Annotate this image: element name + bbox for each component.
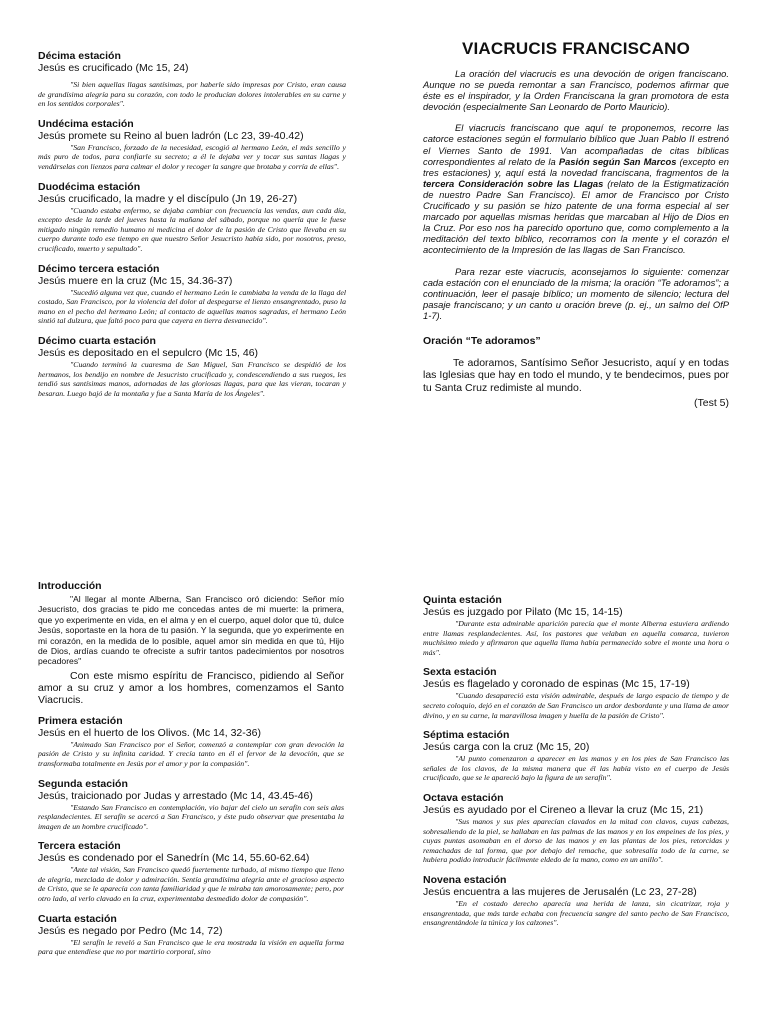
station-reference: Jesús es condenado por el Sanedrín (Mc 14, 55.60-62.64) (38, 852, 310, 865)
introduction-quote: "Al llegar al monte Alberna, San Francisco oró diciendo: Señor mío Jesucristo, dos gracias te pido me concedas antes de mi muerte: la primera, que yo experimente en vida, en el alma y en el cuerpo, aquel dolor que tú, dulce Jesús, soportaste en la hora de tu pasión. Y la segunda, que yo experimente en mi corazón, en la medida de lo posible, aquel amor sin medida en que tú, Hijo de Dios, ardías cuando te ofreciste a sufrir tantos padecimientos por nosotros pecadores" (38, 594, 344, 667)
station-11 (38, 118, 346, 172)
station-quote: "Cuando desapareció esta visión admirable, después de largo espacio de tiempo y de secreto coloquio, dejó en el corazón de San Francisco un ardor desbordante y una llama de amor divino, y en su carne, la maravillosa imagen y huella de la pasión de Cristo". (423, 691, 729, 720)
top-left-column (38, 50, 346, 407)
paragraph-text: El viacrucis franciscano que aquí te proponemos, recorre las catorce estaciones según el formulario bíblico que Juan Pablo II estrenó el Viernes Santo de 1991. Van acompañadas de citas bíblicas correspondientes al relato de la (423, 122, 729, 167)
station-reference: Jesús es depositado en el sepulcro (Mc 15, 46) (38, 346, 259, 359)
document-title: VIACRUCIS FRANCISCANO (461, 39, 691, 58)
station-2 (38, 778, 344, 832)
station-title: Novena estación (423, 873, 507, 886)
introduction-section (38, 580, 344, 707)
station-quote: "Animado San Francisco por el Señor, comenzó a contemplar con gran devoción la pasión de Cristo y su infinita caridad. Y crecía tanto en él el fervor de la devoción, que se transformaba totalmente en Jesús por el amor y por la compasión". (38, 739, 344, 768)
station-reference: Jesús promete su Reino al buen ladrón (Lc 23, 39-40.42) (38, 129, 304, 142)
bottom-right-column (423, 594, 729, 937)
station-quote: "Cuando estaba enfermo, se dejaba cambiar con frecuencia las vendas, aun cada día, excepto desde la tarde del jueves hasta la mañana del sábado, porque no quería que le fuese mitigado ningún remedio humano ni medicina el dolor de la pasión de Cristo que llevaba en su cuerpo durante todo ese tiempo en que nuestro Señor Jesucristo había sido, por nosotros, preso, crucificado, muerto y sepultado". (38, 205, 346, 253)
station-7 (423, 729, 729, 783)
bottom-left-column (38, 580, 344, 966)
emphasis-text: Pasión según San Marcos (558, 155, 677, 167)
station-quote: "Durante esta admirable aparición parecía que el monte Alberna estuviera ardiendo entre llamas resplandecientes. Así, los pastores que velaban en aquella comarca, tuvieron muchísimo miedo y afirmaron que aquella llama había permanecido sobre el monte una hora o más". (423, 619, 729, 657)
prayer-source: (Test 5) (693, 396, 729, 409)
station-reference: Jesús encuentra a las mujeres de Jerusalén (Lc 23, 27-28) (423, 885, 697, 898)
intro-paragraph-2 (423, 122, 729, 255)
paragraph-text: (relato de la Estigmatización de nuestro Padre San Francisco). El amor de Francisco por Cristo Crucificado y su pasión se hizo patente de una forma especial al ser marcado por aquellas mismas heridas que marcaban al Hijo de Dios en la Cruz. Por eso nos ha parecido oportuno que, como complemento a la meditación del texto bíblico, recorramos con la mente y el corazón el acontecimiento de la Impresión de las llagas de San Francisco. (423, 177, 730, 256)
station-title: Décima estación (38, 50, 121, 62)
station-14 (38, 335, 346, 398)
station-quote: "Sucedió alguna vez que, cuando el hermano León le cambiaba la venda de la llaga del costado, San Francisco, por la violencia del dolor al despegarse el lienzo ensangrentado, puso la mano en el pecho del hermano León; al contacto de aquellas manos sagradas, el hermano León sintió tal dulzura, que faltó poco para que cayera en tierra desvanecido". (38, 287, 346, 326)
station-title: Duodécima estación (38, 180, 141, 193)
top-right-column (423, 38, 729, 409)
station-reference: Jesús en el huerto de los Olivos. (Mc 14, 32-36) (38, 726, 261, 739)
station-reference: Jesús es flagelado y coronado de espinas (Mc 15, 17-19) (423, 678, 690, 691)
station-13 (38, 263, 346, 326)
station-quote: "Cuando terminó la cuaresma de San Miguel, San Francisco se despidió de los hermanos, los bendijo en nombre de Jesucristo crucificado y, condescendiendo a sus ruegos, les tendió sus santísimas manos, adornadas de las gloriosas llagas, para que las vieran, tocaran y besaran. Luego bajó de la montaña y fue a Santa María de los Ángeles". (38, 359, 346, 398)
station-3 (38, 840, 344, 903)
station-quote: "San Francisco, forzado de la necesidad, escogió al hermano León, el más sencillo y más puro de todos, para confiarle su secreto; a él le dejaba ver y tocar sus santas llagas y vendárselas con lienzos para calmar el dolor y recoger la sangre que brotaba y corría de ellas". (38, 142, 346, 171)
station-reference: Jesús es crucificado (Mc 15, 24) (38, 62, 189, 74)
station-5 (423, 594, 729, 657)
station-title: Undécima estación (38, 117, 134, 130)
station-title: Segunda estación (38, 777, 128, 790)
station-quote: "Ante tal visión, San Francisco quedó fuertemente turbado, al mismo tiempo que lleno de alegría, mezclada de dolor y admiración. Sentía grandísima alegría ante el gracioso aspecto de Cristo, que se le aparecía con tanta familiaridad y que le miraba tan amorosamente; pero, por otro lado, al verlo clavado en la cruz, experimentaba desmedido dolor de compasión". (38, 865, 344, 904)
station-quote: "Sus manos y sus pies aparecían clavados en la mitad con clavos, cuyas cabezas, sobresaliendo de la piel, se hallaban en las palmas de las manos y en los empeines de los pies, y cuyas puntas asomaban en el dorso de las manos y en las plantas de los pies, retorcidas y remachadas de tal forma, que por debajo del remache, que sobresalía todo de la carne, se hubiera podido introducir fácilmente eldedo de la mano, como en un anillo". (423, 816, 729, 865)
station-reference: Jesús es juzgado por Pilato (Mc 15, 14-15) (423, 606, 623, 618)
station-title: Tercera estación (38, 840, 121, 853)
station-reference: Jesús carga con la cruz (Mc 15, 20) (423, 741, 590, 754)
station-title: Quinta estación (423, 594, 502, 606)
introduction-text: Con este mismo espíritu de Francisco, pidiendo al Señor amor a su cruz y amor a los hombres, comenzamos el Santo Viacrucis. (38, 669, 344, 707)
station-12 (38, 181, 346, 254)
station-quote: "En el costado derecho aparecía una herida de lanza, sin cicatrizar, roja y ensangrentada, que más tarde echaba con frecuencia sangre del santo pecho de San Francisco, ensangrentándole la túnica y los calzones". (423, 898, 729, 928)
emphasis-text: tercera Consideración sobre las Llagas (423, 177, 604, 189)
station-title: Décimo tercera estación (38, 262, 160, 275)
station-6 (423, 666, 729, 720)
station-10 (38, 50, 346, 109)
station-reference: Jesús es ayudado por el Cireneo a llevar la cruz (Mc 15, 21) (423, 803, 704, 816)
station-quote: "Estando San Francisco en contemplación, vio bajar del cielo un serafín con seis alas resplandecientes. El serafín se acercó a San Francisco, y éste pudo observar que presentaba la imagen de un hombre crucificado". (38, 802, 344, 831)
station-1 (38, 715, 344, 769)
station-9 (423, 874, 729, 928)
station-title: Cuarta estación (38, 912, 117, 925)
station-quote: "El serafín le reveló a San Francisco que le era mostrada la visión en aquella forma para que entendiese que no por martirio corporal, sino (38, 937, 344, 957)
station-4 (38, 913, 344, 957)
prayer-text: Te adoramos, Santísimo Señor Jesucristo, aquí y en todas las Iglesias que hay en todo el mundo, y te bendecimos, pues por tu Santa Cruz redimiste al mundo. (423, 356, 729, 394)
station-8 (423, 792, 729, 865)
station-reference: Jesús es negado por Pedro (Mc 14, 72) (38, 924, 223, 937)
station-quote: "Si bien aquellas llagas santísimas, por haberle sido impresas por Cristo, eran causa de grandísima alegría para su corazón, con todo le producían dolores intolerables en su carne y en los sentidos corporales". (38, 80, 346, 109)
station-reference: Jesús, traicionado por Judas y arrestado (Mc 14, 43.45-46) (38, 789, 313, 802)
station-reference: Jesús crucificado, la madre y el discípulo (Jn 19, 26-27) (38, 192, 298, 205)
station-title: Sexta estación (423, 666, 497, 679)
intro-paragraph-3: Para rezar este viacrucis, aconsejamos lo siguiente: comenzar cada estación con el enunciado de la misma; la oración “Te adoramos”; a continuación, leer el pasaje bíblico; un momento de silencio; lectura del pasaje franciscano; y un canto u oración breve (p. ej., un salmo del OfP 1-7). (423, 265, 729, 321)
station-reference: Jesús muere en la cruz (Mc 15, 34.36-37) (38, 274, 233, 287)
prayer-heading: Oración “Te adoramos” (423, 334, 541, 347)
station-quote: "Al punto comenzaron a aparecer en las manos y en los pies de San Francisco las señales de los clavos, de la misma manera que él las había visto en el cuerpo de Jesús crucificado, que se le apareció bajo la figura de un serafín". (423, 754, 729, 783)
section-title: Introducción (38, 580, 102, 592)
station-title: Primera estación (38, 714, 123, 727)
intro-paragraph-1: La oración del viacrucis es una devoción de origen franciscano. Aunque no se pueda remontar a san Francisco, podemos afirmar que éste es el inspirador, y la Orden Franciscana la gran promotora de esta devoción (especialmente San Leonardo de Porto Mauricio). (423, 68, 729, 113)
paragraph-text: (excepto en tres estaciones) y, aquí está la novedad franciscana, fragmentos de la (423, 155, 729, 178)
station-title: Octava estación (423, 791, 504, 804)
station-title: Décimo cuarta estación (38, 334, 156, 347)
station-title: Séptima estación (423, 729, 510, 742)
